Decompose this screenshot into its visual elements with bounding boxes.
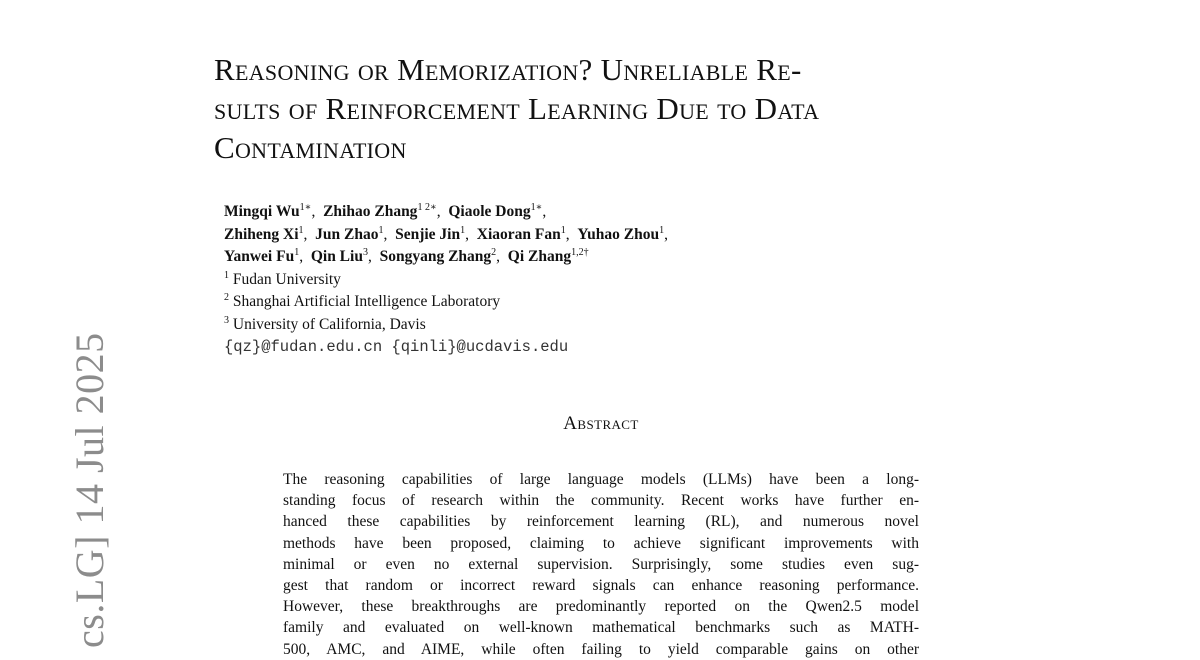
author-block	[224, 201, 924, 359]
author: Qi Zhang$^{1,2\dagger}$	[507, 247, 589, 265]
title-line: sults of Reinforcement Learning Due to Data	[214, 91, 820, 126]
arxiv-side-stamp: cs.LG] 14 Jul 2025	[67, 332, 112, 648]
affiliation: $^1$ Fudan University	[224, 269, 341, 288]
author: Xiaoran Fan$^1$	[476, 224, 566, 243]
abstract-line: methods have been proposed, claiming to achieve significant improvements with	[283, 534, 919, 552]
author: Yanwei Fu$^1$	[224, 247, 300, 265]
abstract-line: family and evaluated on well-known mathematical benchmarks such as MATH-	[283, 619, 919, 637]
author: Zhihao Zhang$^{1 2∗}$	[323, 202, 437, 220]
affiliation: $^2$ Shanghai Artificial Intelligence Laboratory	[224, 292, 501, 310]
abstract-line: standing focus of research within the community. Recent works have further en-	[283, 492, 919, 510]
author: Senjie Jin$^1$	[395, 224, 466, 243]
abstract-line: gest that random or incorrect reward signals can enhance reasoning performance.	[283, 577, 919, 595]
author-row: Zhiheng Xi$^1$, Jun Zhao$^1$, Senjie Jin$^1$, Xiaoran Fan$^1$, Yuhao Zhou$^1$,	[224, 224, 668, 243]
author: Mingqi $Wu^{1∗}$	[224, 202, 312, 220]
author: Qin Liu$^3$	[310, 247, 368, 265]
abstract-body	[283, 469, 919, 660]
abstract-line: minimal or even no external supervision. Surprisingly, some studies even sug-	[283, 555, 919, 573]
author: Songyang Zhang$^2$	[379, 247, 497, 265]
title-line: Reasoning or Memorization? Unreliable Re-	[214, 52, 802, 87]
title-line: Contamination	[214, 130, 407, 165]
author: Yuhao Zhou$^1$	[577, 224, 665, 243]
author: Zhiheng Xi$^1$	[224, 224, 304, 243]
paper-title	[214, 50, 1014, 167]
affiliation: $^3$ University of California, Davis	[224, 314, 426, 333]
contact-emails: {qz}@fudan.edu.cn {qinli}@ucdavis.edu	[224, 338, 569, 356]
author: Qiaole Dong$^{1∗}$	[448, 202, 543, 220]
abstract-line: However, these breakthroughs are predominantly reported on the Qwen2.5 model	[283, 598, 919, 616]
abstract-line: 500, AMC, and AIME, while often failing to yield comparable gains on other	[283, 640, 919, 658]
author-row: Yanwei Fu$^1$, Qin Liu$^3$, Songyang Zhang$^2$, Qi Zhang$^{1,2\dagger}$	[224, 247, 589, 265]
author: Jun Zhao$^1$	[315, 224, 384, 243]
abstract-line: hanced these capabilities by reinforcement learning (RL), and numerous novel	[283, 513, 919, 531]
abstract-line: The reasoning capabilities of large language models (LLMs) have been a long-	[283, 471, 919, 488]
abstract-heading: Abstract	[563, 413, 639, 434]
author-row: Mingqi $Wu^{1∗}$, Zhihao Zhang$^{1 2∗}$, Qiaole Dong$^{1∗}$,	[224, 202, 547, 220]
